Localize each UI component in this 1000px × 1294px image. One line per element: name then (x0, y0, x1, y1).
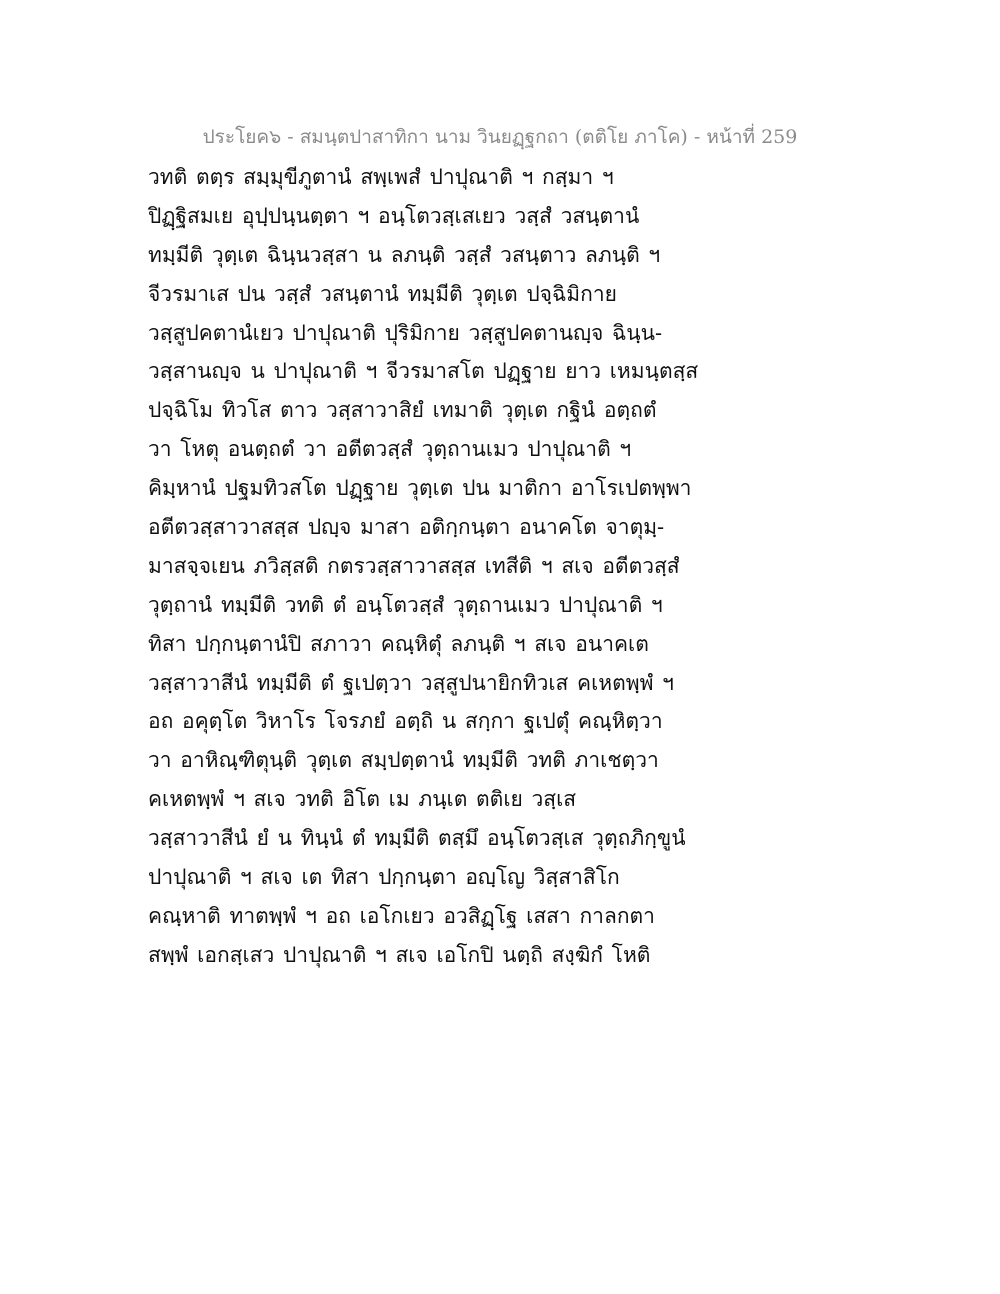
text-line: อตีตวสฺสาวาสสฺส ปญฺจ มาสา อติกฺกนฺตา อนาคโต จาตุมฺ- (148, 515, 665, 540)
text-line: จีวรมาเส ปน วสฺสํ วสนฺตานํ ทมฺมีติ วุตฺเต ปจฺฉิมิกาย (148, 281, 617, 306)
text-line: วสฺสูปคตานํเยว ปาปุณาติ ปุริมิกาย วสฺสูปคตานญฺจ ฉินฺน- (148, 320, 663, 345)
text-line: วุตฺถานํ ทมฺมีติ วทติ ตํ อนฺโตวสฺสํ วุตฺถานเมว ปาปุณาติ ฯ (148, 592, 663, 617)
text-line: วสฺสาวาสีนํ ทมฺมีติ ตํ ฐเปตฺวา วสฺสูปนายิกทิวเส คเหตพฺพํ ฯ (148, 670, 674, 695)
text-line: ปจฺฉิโม ทิวโส ตาว วสฺสาวาสิยํ เทมาติ วุตฺเต กฐินํ อตฺถตํ (148, 398, 657, 423)
text-line: คิมฺหานํ ปฐมทิวสโต ปฏฺฐาย วุตฺเต ปน มาติกา อาโรเปตพฺพา (148, 476, 692, 501)
running-header: ประโยค๖ - สมนฺตปาสาทิกา นาม วินยฏฺฐกถา (ตติโย ภาโค) - หน้าที่ 259 (202, 126, 798, 148)
text-line: คณฺหาติ ทาตพฺพํ ฯ อถ เอโกเยว อวสิฏฺโฐ เสสา กาลกตา (148, 903, 655, 928)
text-line: ทมฺมีติ วุตฺเต ฉินฺนวสฺสา น ลภนฺติ วสฺสํ วสนฺตาว ลภนฺติ ฯ (148, 242, 661, 267)
text-line: สพฺพํ เอกสฺเสว ปาปุณาติ ฯ สเจ เอโกปิ นตฺถิ สงฺฆิกํ โหติ (148, 942, 651, 967)
text-line: ทิสา ปกฺกนฺตานํปิ สภาวา คณฺหิตุํ ลภนฺติ ฯ สเจ อนาคเต (148, 631, 649, 656)
text-line: ปาปุณาติ ฯ สเจ เต ทิสา ปกฺกนฺตา อญฺโญ วิสฺสาสิโก (148, 865, 620, 890)
body-text (148, 158, 868, 975)
text-line: อถ อคุตฺโต วิหาโร โจรภยํ อตฺถิ น สกฺกา ฐเปตุํ คณฺหิตฺวา (148, 709, 663, 734)
text-line: คเหตพฺพํ ฯ สเจ วทติ อิโต เม ภนฺเต ตติเย วสฺเส (148, 787, 577, 812)
text-line: วา โหตุ อนตฺถตํ วา อตีตวสฺสํ วุตฺถานเมว ปาปุณาติ ฯ (148, 437, 632, 462)
text-line: วทติ ตตฺร สมฺมุขีภูตานํ สพฺเพสํ ปาปุณาติ ฯ กสฺมา ฯ (148, 165, 614, 189)
text-line: วสฺสานญฺจ น ปาปุณาติ ฯ จีวรมาสโต ปฏฺฐาย ยาว เหมนฺตสฺส (148, 359, 699, 384)
text-line: วา อาหิณฺฑิตุนฺติ วุตฺเต สมฺปตฺตานํ ทมฺมีติ วทติ ภาเชตฺวา (148, 748, 659, 773)
text-line: มาสจฺจเยน ภวิสฺสติ กตรวสฺสาวาสสฺส เทสีติ ฯ สเจ อตีตวสฺสํ (148, 553, 680, 578)
text-line: ปิฏฺฐิสมเย อุปฺปนฺนตฺตา ฯ อนฺโตวสฺเสเยว วสฺสํ วสนฺตานํ (148, 203, 640, 228)
text-line: วสฺสาวาสีนํ ยํ น ทินฺนํ ตํ ทมฺมีติ ตสฺมึ อนฺโตวสฺเส วุตฺถภิกฺขูนํ (148, 826, 686, 851)
